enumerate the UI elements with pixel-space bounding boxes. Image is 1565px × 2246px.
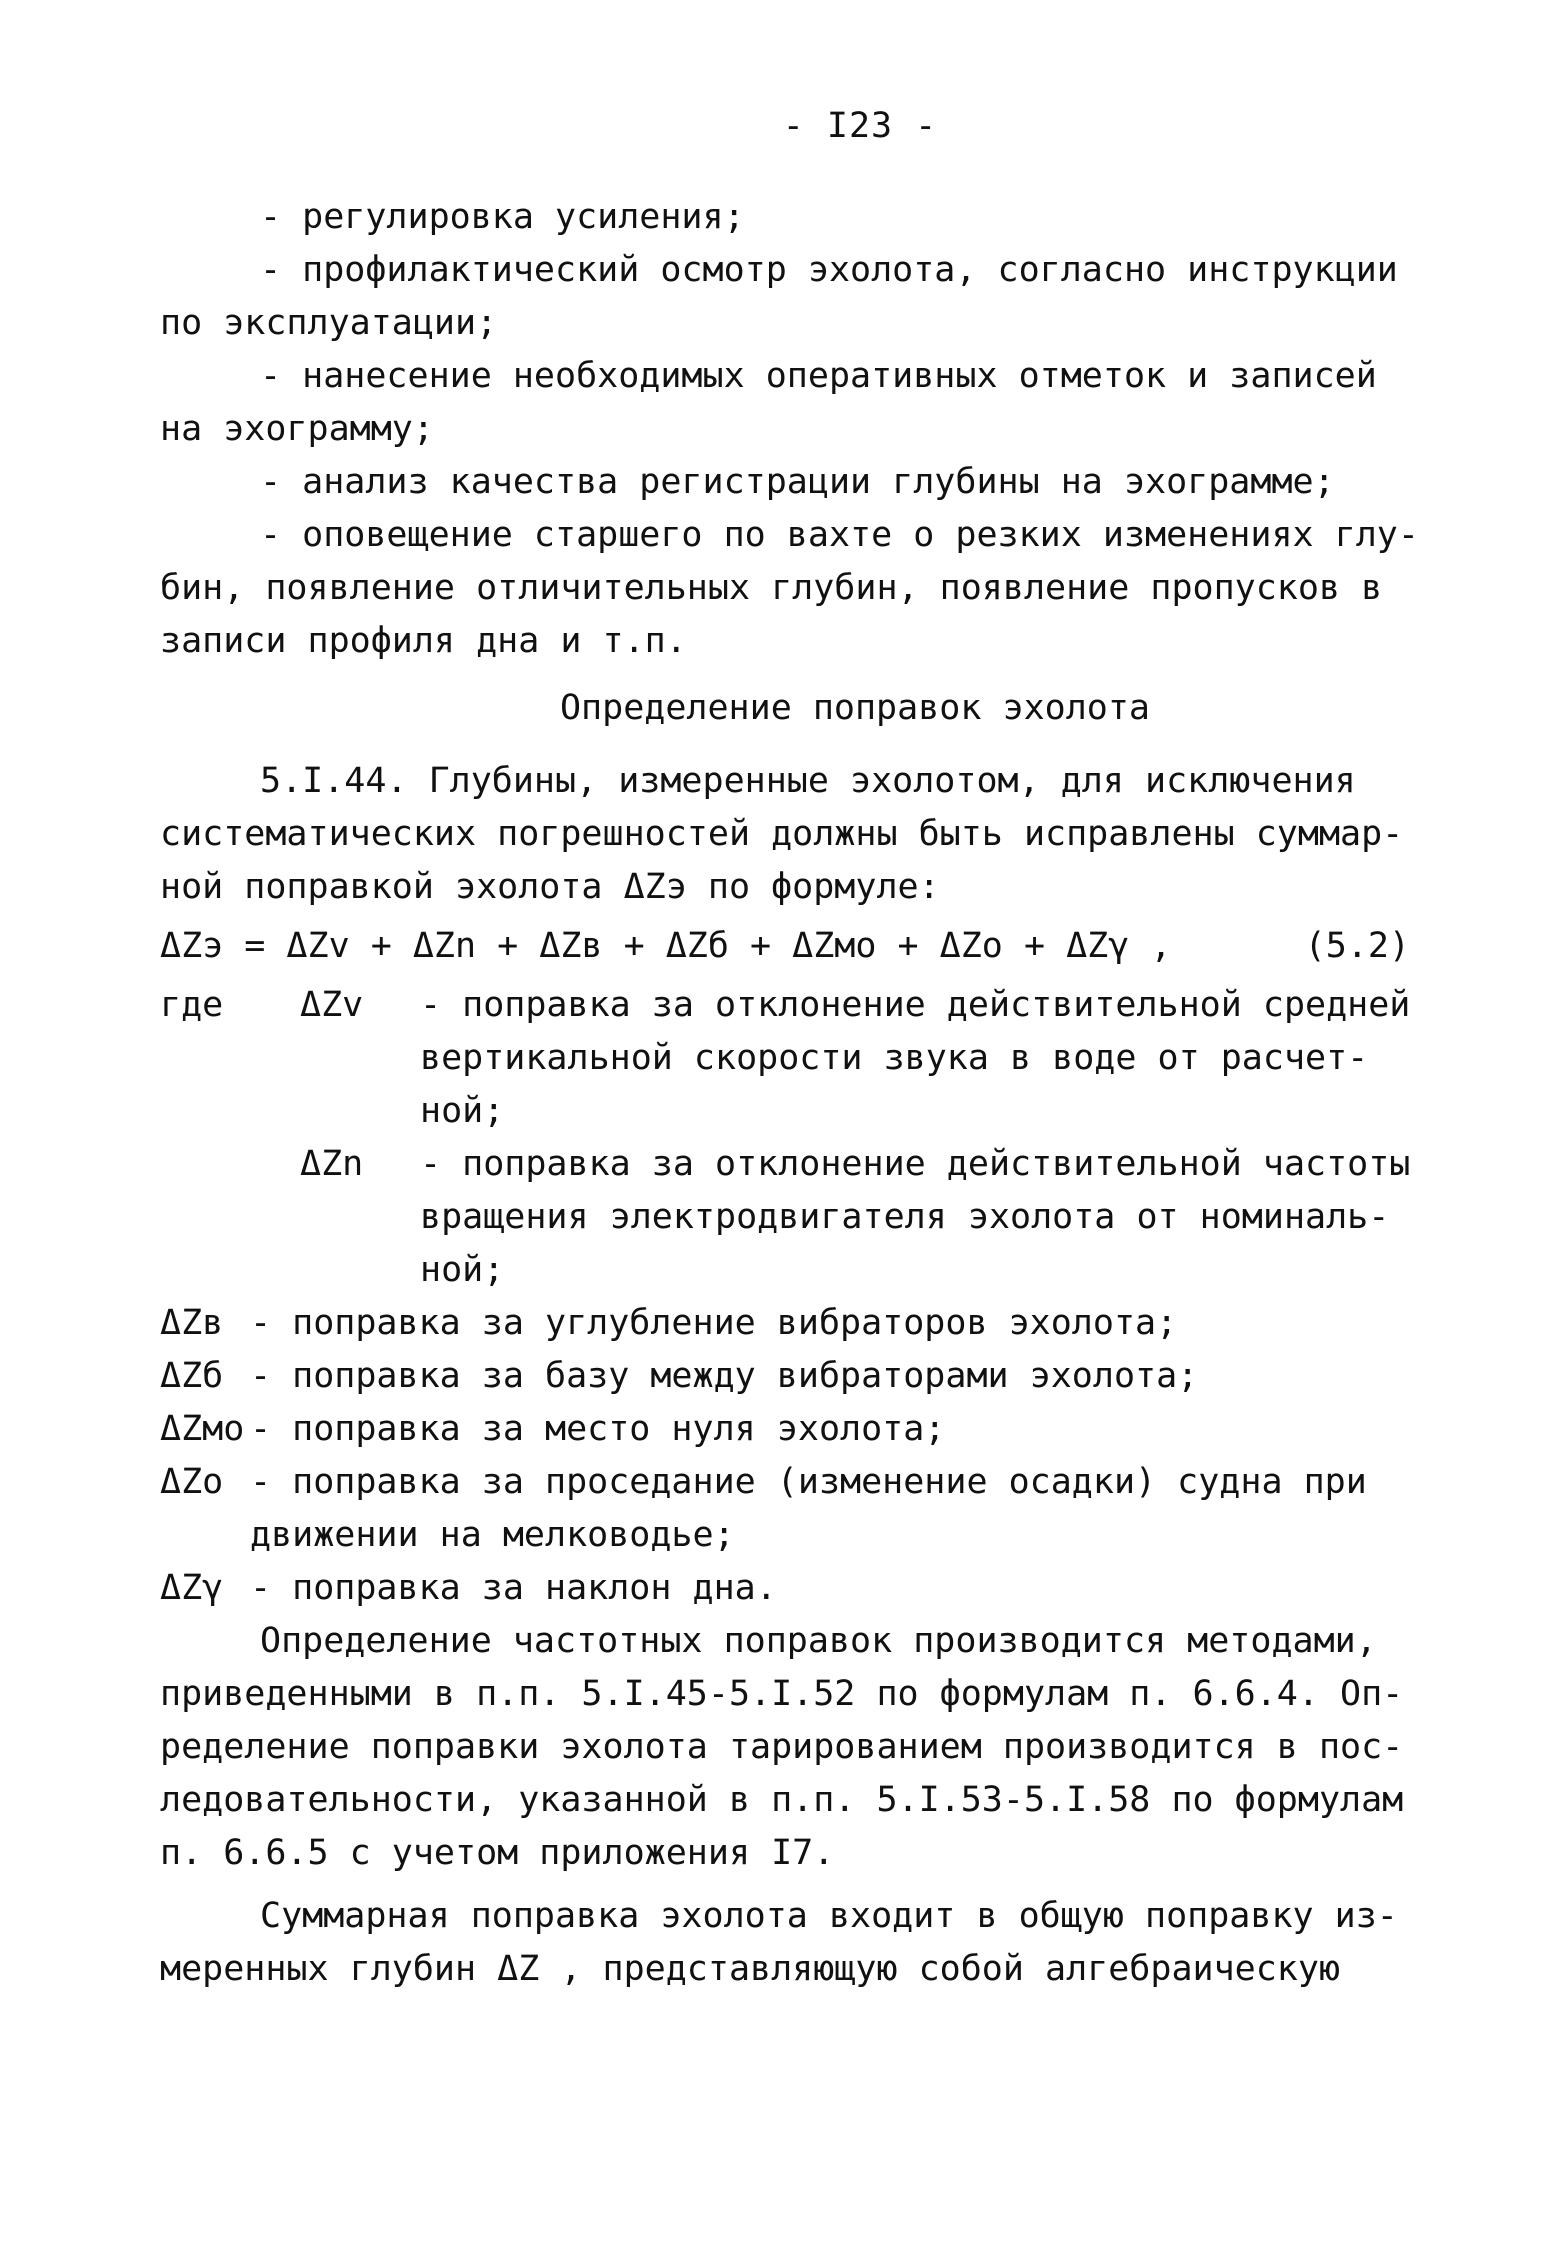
definition-line: - поправка за базу между вибраторами эхолота;: [250, 1356, 1199, 1396]
definition-symbol: ΔZв: [160, 1303, 224, 1343]
definition-line: - поправка за место нуля эхолота;: [250, 1409, 946, 1449]
definition-item: [160, 1403, 1430, 1456]
intro-line: - нанесение необходимых оперативных отметок и записей: [260, 356, 1377, 396]
definition-line: вращения электродвигателя эхолота от номиналь-: [420, 1197, 1390, 1237]
paragraph-line: п. 6.6.5 с учетом приложения I7.: [160, 1833, 835, 1873]
definition-line: вертикальной скорости звука в воде от расчет-: [420, 1038, 1369, 1078]
definition-line: - поправка за отклонение действительной частоты: [420, 1144, 1411, 1184]
definition-line: ной;: [420, 1250, 505, 1290]
section-heading: Определение поправок эхолота: [559, 688, 1150, 728]
paragraph-line: ной поправкой эхолота ΔZэ по формуле:: [160, 867, 940, 907]
definition-symbol: ΔZv: [300, 985, 364, 1025]
definition-item: [160, 1562, 1430, 1615]
definition-line: - поправка за отклонение действительной средней: [420, 985, 1411, 1025]
paragraph-total-correction: [160, 1890, 1430, 1996]
page-number: - I23 -: [782, 106, 938, 146]
intro-line: по эксплуатации;: [160, 303, 498, 343]
definition-item: [160, 1456, 1430, 1562]
document-page: [160, 100, 1430, 1996]
intro-line: - профилактический осмотр эхолота, согласно инструкции: [260, 250, 1398, 290]
paragraph-frequency-corrections: [160, 1615, 1430, 1880]
formula-number: (5.2): [1304, 926, 1410, 966]
definition-item: [160, 1350, 1430, 1403]
definition-item: [160, 1138, 1430, 1297]
definition-symbol: ΔZγ: [160, 1568, 224, 1608]
definition-line: ной;: [420, 1091, 505, 1131]
intro-line: - анализ качества регистрации глубины на эхограмме;: [260, 462, 1335, 502]
definition-line: - поправка за наклон дна.: [250, 1568, 777, 1608]
intro-line: на эхограмму;: [160, 409, 434, 449]
where-label: где: [160, 985, 224, 1025]
intro-line: записи профиля дна и т.п.: [160, 621, 687, 661]
formula-5-2: [160, 920, 1430, 973]
paragraph-line: 5.I.44. Глубины, измеренные эхолотом, для исключения: [260, 761, 1356, 801]
paragraph-line: приведенными в п.п. 5.I.45-5.I.52 по формулам п. 6.6.4. Оп-: [160, 1674, 1404, 1714]
definition-symbol: ΔZмо: [160, 1409, 245, 1449]
formula-expression: ΔZэ = ΔZv + ΔZn + ΔZв + ΔZб + ΔZмо + ΔZo + ΔZγ ,: [160, 926, 1172, 966]
intro-line: - регулировка усиления;: [260, 197, 745, 237]
paragraph-line: меренных глубин ΔZ , представляющую собой алгебраическую: [160, 1949, 1341, 1989]
paragraph-line: ледовательности, указанной в п.п. 5.I.53-5.I.58 по формулам: [160, 1780, 1404, 1820]
intro-list: [160, 191, 1430, 668]
definition-line: - поправка за углубление вибраторов эхолота;: [250, 1303, 1178, 1343]
intro-line: - оповещение старшего по вахте о резких изменениях глу-: [260, 515, 1419, 555]
paragraph-line: ределение поправки эхолота тарированием производится в пос-: [160, 1727, 1404, 1767]
paragraph-line: систематических погрешностей должны быть исправлены суммар-: [160, 814, 1404, 854]
paragraph-line: Суммарная поправка эхолота входит в общую поправку из-: [260, 1896, 1398, 1936]
paragraph-5-1-44: [160, 755, 1430, 914]
definition-item: [160, 1297, 1430, 1350]
definition-symbol: ΔZn: [300, 1144, 364, 1184]
definition-line: движении на мелководье;: [250, 1515, 735, 1555]
definitions-list: [160, 979, 1430, 1615]
paragraph-line: Определение частотных поправок производится методами,: [260, 1621, 1377, 1661]
definition-symbol: ΔZб: [160, 1356, 224, 1396]
definition-item: [160, 979, 1430, 1138]
intro-line: бин, появление отличительных глубин, появление пропусков в: [160, 568, 1383, 608]
definition-line: - поправка за проседание (изменение осадки) судна при: [250, 1462, 1367, 1502]
definition-symbol: ΔZo: [160, 1462, 224, 1502]
